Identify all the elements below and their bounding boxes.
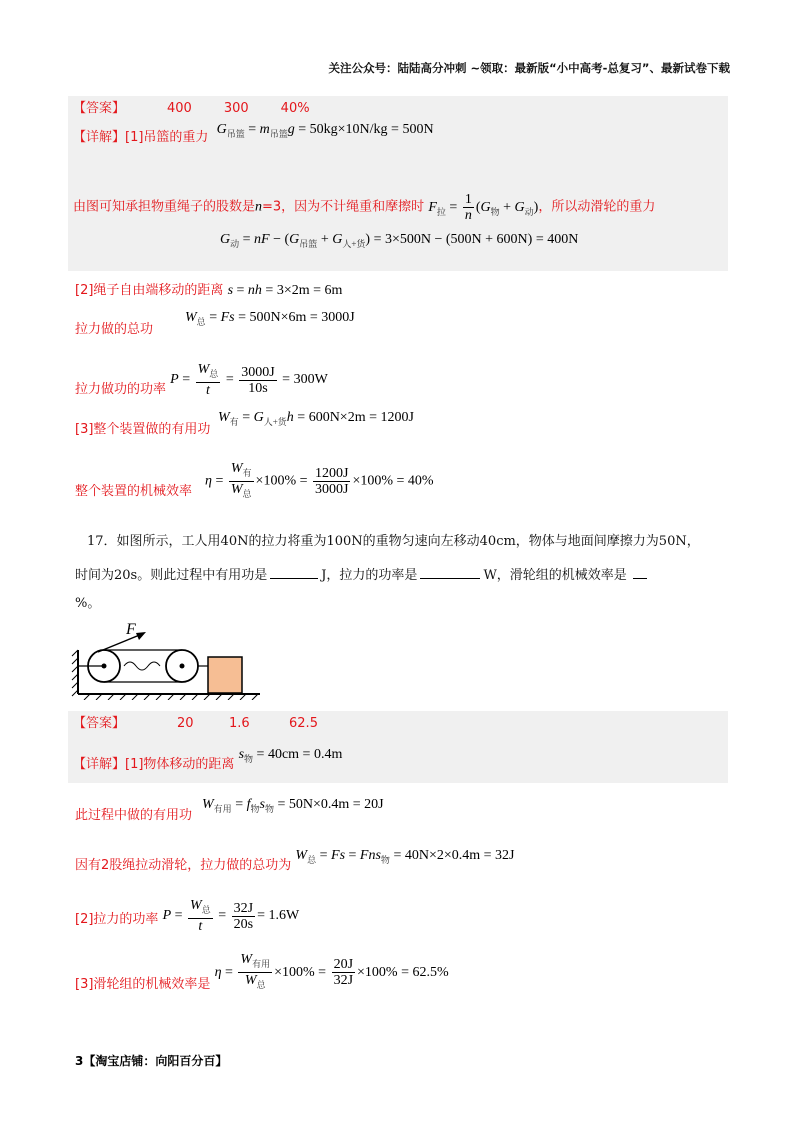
- answer-value: 300: [223, 101, 249, 116]
- question-17-line-1: 17．如图所示，工人用40N的拉力将重为100N的重物匀速向左移动40cm，物体与地面间摩擦力为50N，: [87, 534, 700, 549]
- equation: $s_物 = 40cm = 0.4m$: [238, 747, 343, 764]
- detail2-efficiency: [75, 952, 449, 993]
- step-text: [1]物体移动的距离: [125, 757, 235, 772]
- answer-blank[interactable]: [633, 566, 647, 579]
- equation: P = $\frac{W_总}{t}$ = $\frac{32J}{20s}$ = 1.6W: [162, 898, 300, 934]
- step-text: [3]滑轮组的机械效率是: [75, 976, 211, 992]
- step-text: [2]绳子自由端移动的距离: [75, 283, 224, 298]
- step-text: 拉力做功的功率: [75, 382, 167, 398]
- answer-value: 1.6: [229, 716, 250, 731]
- answer-blank[interactable]: [420, 566, 480, 579]
- total-work-text: 拉力做的总功: [75, 322, 154, 337]
- step-text: [2]拉力的功率: [75, 912, 159, 928]
- equation: $W_总 = Fs = Fns_物 = 40N\times 2\times 0.4m = 32J$: [295, 848, 515, 865]
- answer-label: 【答案】: [73, 101, 126, 116]
- answer-blank[interactable]: [270, 566, 318, 579]
- step-text: 因有2股绳拉动滑轮，拉力做的总功为: [75, 858, 292, 873]
- force-label: F: [126, 621, 136, 638]
- answer-row-1: [73, 101, 310, 117]
- detail2-power: [75, 898, 299, 934]
- equation: P = $\frac{W_总}{t}$ = $\frac{3000J}{10s}$ = 300W: [170, 362, 328, 398]
- equation: $F_拉$ = $\frac{1}{n}$ $(G_物 + G_动)$: [428, 192, 539, 223]
- detail-label: 【详解】: [73, 130, 126, 145]
- question-17-line-3: %。: [75, 596, 101, 611]
- step-text: [1]吊篮的重力: [125, 130, 209, 145]
- detail-step-3: [3]整个装置做的有用功: [75, 422, 211, 437]
- step-text: =3，因为不计绳重和摩擦时: [262, 199, 425, 215]
- equation: s = nh = 3×2m = 6m: [227, 283, 343, 298]
- detail-line-2: [73, 192, 655, 223]
- detail2-total-work: [75, 848, 515, 878]
- answer-value: 62.5: [289, 716, 318, 731]
- step-text: 由图可知承担物重绳子的股数是: [73, 199, 256, 215]
- useful-work-text: 此过程中做的有用功: [75, 808, 193, 823]
- equation-useful-work: $W_有 = G_{人+货}h = 600N\times 2m = 1200J$: [218, 410, 414, 427]
- page-footer: 3【淘宝店铺：向阳百分百】: [75, 1054, 228, 1068]
- detail-step-1: [73, 122, 434, 150]
- question-17-line-2: 时间为20s。则此过程中有用功是 J，拉力的功率是 W，滑轮组的机械效率是: [75, 566, 647, 584]
- detail-label: 【详解】: [73, 757, 126, 772]
- equation-total-work: $W_总 = Fs = 500N\times 6m = 3000J$: [185, 310, 355, 327]
- pulley-figure: [70, 620, 270, 700]
- header-notice: 关注公众号：陆陆高分冲刺 ~领取：最新版“小中高考-总复习”、最新试卷下载: [328, 61, 730, 75]
- equation-efficiency: η = $\frac{W_有}{W_总}$ ×100% = $\frac{1200J}{3000J}$ ×100% = 40%: [205, 461, 434, 499]
- efficiency-text: 整个装置的机械效率: [75, 484, 193, 499]
- equation-dong: $G_动$ = nF − $(G_{吊篮} + G_{人+货}) = 3\times 500N - (500N + 600N) = 400N$: [220, 232, 579, 249]
- step-text: ，所以动滑轮的重力: [538, 199, 656, 215]
- detail-step-2: [75, 283, 342, 299]
- answer-label: 【答案】: [73, 716, 126, 731]
- detail-power: [75, 362, 328, 398]
- equation: $G_{吊篮} = m_{吊篮}g = 50kg\times 10N/kg = 500N$: [216, 122, 434, 139]
- answer-value: 400: [167, 101, 192, 116]
- equation: η = $\frac{W_{有用}}{W_总}$ ×100% = $\frac{20J}{32J}$ ×100% = 62.5%: [214, 952, 449, 990]
- equation-useful-work-2: $W_{有用} = f_物s_物 = 50N\times 0.4m = 20J$: [202, 797, 384, 814]
- answer-row-2: [73, 716, 318, 732]
- var-n: n: [255, 199, 263, 215]
- answer-value: 20: [177, 716, 194, 731]
- detail2-step-1: [73, 747, 343, 777]
- answer-value: 40%: [280, 101, 310, 116]
